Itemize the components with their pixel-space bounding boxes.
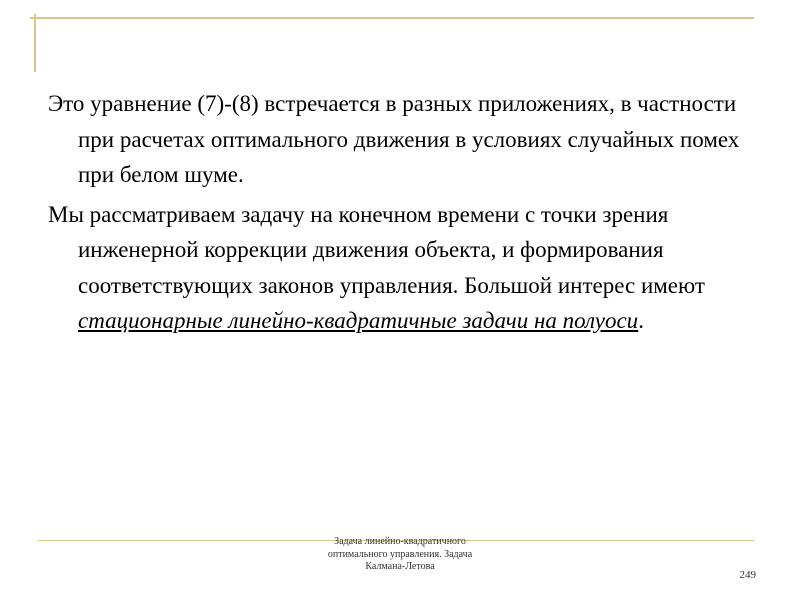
paragraph-2-text: Мы рассматриваем задачу на конечном времени с точки зрения инженерной коррекции движения объекта, и формирования соответствующих законов управления. Большой интерес имеют (48, 201, 705, 298)
footer-line-2: оптимального управления. Задача (327, 548, 473, 560)
paragraph-1-text: Это уравнение (7)-(8) встречается в разных приложениях, в частности при расчетах оптимального движения в условиях случайных помех при белом шуме. (48, 91, 740, 187)
stationary-lq-problems-link[interactable]: стационарные линейно-квадратичные задачи на полуоси (78, 308, 639, 333)
paragraph-engineering-correction (48, 197, 764, 339)
page-number: 249 (739, 569, 756, 581)
top-decorative-rule (30, 17, 754, 19)
footer-line-1: Задача линейно-квадратичного (334, 536, 466, 547)
slide-body (48, 86, 764, 343)
footer-line-3: Калмана-Летова (365, 561, 435, 572)
left-decorative-rule (34, 14, 36, 72)
paragraph-equation-applications (48, 86, 764, 193)
paragraph-2-ending: . (638, 308, 644, 333)
footer-caption (240, 536, 560, 574)
